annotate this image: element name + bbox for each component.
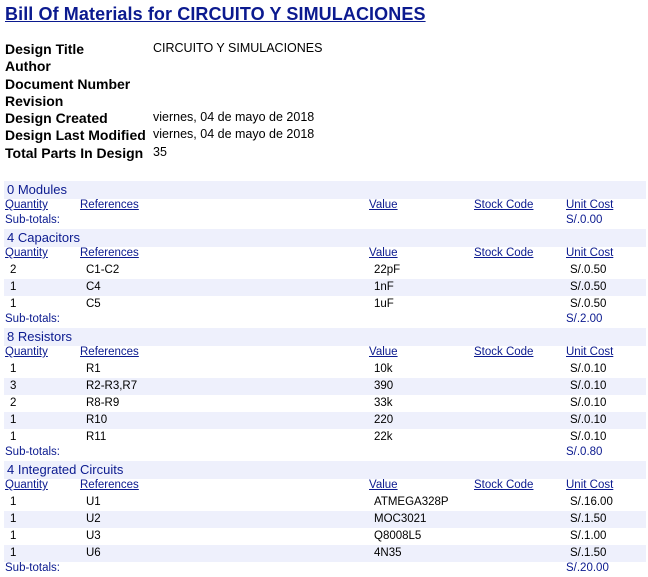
- quantity-cell: 1: [10, 513, 17, 525]
- subtotal-label: Sub-totals:: [5, 446, 60, 458]
- column-header-value: Value: [369, 247, 398, 259]
- references-cell: R1: [86, 363, 101, 375]
- unit-cost-cell: S/.0.50: [570, 298, 607, 310]
- meta-label: Design Title: [5, 41, 85, 57]
- column-header-value: Value: [369, 199, 398, 211]
- unit-cost-cell: S/.0.50: [570, 264, 607, 276]
- meta-label: Design Created: [5, 110, 108, 127]
- references-cell: R8-R9: [86, 397, 120, 409]
- subtotal-cost: S/.0.80: [566, 446, 603, 458]
- references-cell: R10: [86, 414, 108, 426]
- meta-label: Total Parts In Design: [5, 144, 144, 161]
- column-header-stock-code: Stock Code: [474, 346, 534, 358]
- subtotal-label: Sub-totals:: [5, 214, 60, 226]
- column-header-quantity: Quantity: [5, 199, 48, 211]
- column-header-stock-code: Stock Code: [474, 247, 534, 259]
- table-row: [4, 262, 646, 279]
- references-cell: R2-R3,R7: [86, 380, 138, 392]
- quantity-cell: 1: [10, 496, 17, 508]
- value-cell: MOC3021: [374, 513, 427, 525]
- quantity-cell: 1: [10, 547, 17, 559]
- column-header-quantity: Quantity: [5, 479, 48, 491]
- meta-value: CIRCUITO Y SIMULACIONES: [153, 41, 323, 55]
- table-row: [4, 378, 646, 395]
- meta-value: viernes, 04 de mayo de 2018: [153, 127, 315, 142]
- section-title: 0 Modules: [7, 182, 67, 197]
- column-header-unit-cost: Unit Cost: [566, 247, 614, 259]
- unit-cost-cell: S/.1.50: [570, 513, 607, 525]
- bom-table: [4, 181, 646, 577]
- column-header-references: References: [80, 346, 139, 358]
- unit-cost-cell: S/.0.50: [570, 281, 607, 293]
- quantity-cell: 1: [10, 530, 17, 542]
- column-header-row: [4, 247, 646, 262]
- meta-label: Author: [5, 58, 51, 75]
- quantity-cell: 1: [10, 281, 17, 293]
- quantity-cell: 2: [10, 264, 17, 276]
- table-row: [4, 511, 646, 528]
- unit-cost-cell: S/.0.10: [570, 414, 607, 426]
- section-heading: [4, 461, 646, 479]
- column-header-row: [4, 479, 646, 494]
- subtotal-label: Sub-totals:: [5, 562, 60, 574]
- column-header-row: [4, 346, 646, 361]
- subtotal-row: [4, 214, 646, 229]
- quantity-cell: 1: [10, 363, 17, 375]
- table-row: [4, 395, 646, 412]
- section-title: 4 Integrated Circuits: [7, 462, 124, 477]
- subtotal-row: [4, 446, 646, 461]
- value-cell: 33k: [374, 397, 393, 409]
- value-cell: 4N35: [374, 547, 402, 559]
- meta-label: Revision: [5, 92, 64, 109]
- quantity-cell: 2: [10, 397, 17, 409]
- value-cell: 220: [374, 414, 394, 426]
- column-header-unit-cost: Unit Cost: [566, 199, 614, 211]
- column-header-quantity: Quantity: [5, 346, 48, 358]
- quantity-cell: 1: [10, 414, 17, 426]
- section-heading: [4, 229, 646, 247]
- column-header-value: Value: [369, 346, 398, 358]
- unit-cost-cell: S/.0.10: [570, 363, 607, 375]
- value-cell: 22k: [374, 431, 393, 443]
- quantity-cell: 1: [10, 298, 17, 310]
- value-cell: 390: [374, 380, 394, 392]
- references-cell: C5: [86, 298, 101, 310]
- subtotal-cost: S/.0.00: [566, 214, 603, 226]
- table-row: [4, 361, 646, 378]
- references-cell: U6: [86, 547, 101, 559]
- table-row: [4, 296, 646, 313]
- section-heading: [4, 328, 646, 346]
- column-header-row: [4, 199, 646, 214]
- value-cell: 22pF: [374, 264, 401, 276]
- value-cell: 1nF: [374, 281, 394, 293]
- column-header-value: Value: [369, 479, 398, 491]
- unit-cost-cell: S/.0.10: [570, 397, 607, 409]
- column-header-quantity: Quantity: [5, 247, 48, 259]
- meta-label: Design Last Modified: [5, 127, 146, 144]
- unit-cost-cell: S/.0.10: [570, 380, 607, 392]
- subtotal-row: [4, 313, 646, 328]
- meta-label: Document Number: [5, 75, 131, 92]
- subtotal-cost: S/.20.00: [566, 562, 609, 574]
- unit-cost-cell: S/.1.00: [570, 530, 607, 542]
- references-cell: R11: [86, 431, 107, 443]
- quantity-cell: 1: [10, 431, 17, 443]
- table-row: [4, 412, 646, 429]
- unit-cost-cell: S/.0.10: [570, 431, 607, 443]
- references-cell: U3: [86, 530, 101, 542]
- meta-value: viernes, 04 de mayo de 2018: [153, 110, 315, 125]
- value-cell: 10k: [374, 363, 393, 375]
- references-cell: C1-C2: [86, 264, 120, 276]
- column-header-references: References: [80, 247, 139, 259]
- table-row: [4, 429, 646, 446]
- section-title: 8 Resistors: [7, 329, 73, 344]
- quantity-cell: 3: [10, 380, 17, 392]
- section-title: 4 Capacitors: [7, 230, 80, 245]
- column-header-references: References: [80, 199, 139, 211]
- references-cell: U2: [86, 513, 101, 525]
- page-title: Bill Of Materials for CIRCUITO Y SIMULACIONES: [5, 4, 426, 24]
- meta-value: 35: [153, 144, 167, 159]
- table-row: [4, 545, 646, 562]
- value-cell: ATMEGA328P: [374, 496, 449, 508]
- column-header-stock-code: Stock Code: [474, 479, 534, 491]
- unit-cost-cell: S/.16.00: [570, 496, 613, 508]
- subtotal-cost: S/.2.00: [566, 313, 603, 325]
- value-cell: 1uF: [374, 298, 394, 310]
- subtotal-label: Sub-totals:: [5, 313, 60, 325]
- references-cell: U1: [86, 496, 101, 508]
- unit-cost-cell: S/.1.50: [570, 547, 607, 559]
- value-cell: Q8008L5: [374, 530, 422, 542]
- table-row: [4, 494, 646, 511]
- column-header-unit-cost: Unit Cost: [566, 346, 614, 358]
- table-row: [4, 279, 646, 296]
- section-heading: [4, 181, 646, 199]
- column-header-stock-code: Stock Code: [474, 199, 534, 211]
- column-header-references: References: [80, 479, 139, 491]
- table-row: [4, 528, 646, 545]
- column-header-unit-cost: Unit Cost: [566, 479, 614, 491]
- references-cell: C4: [86, 281, 101, 293]
